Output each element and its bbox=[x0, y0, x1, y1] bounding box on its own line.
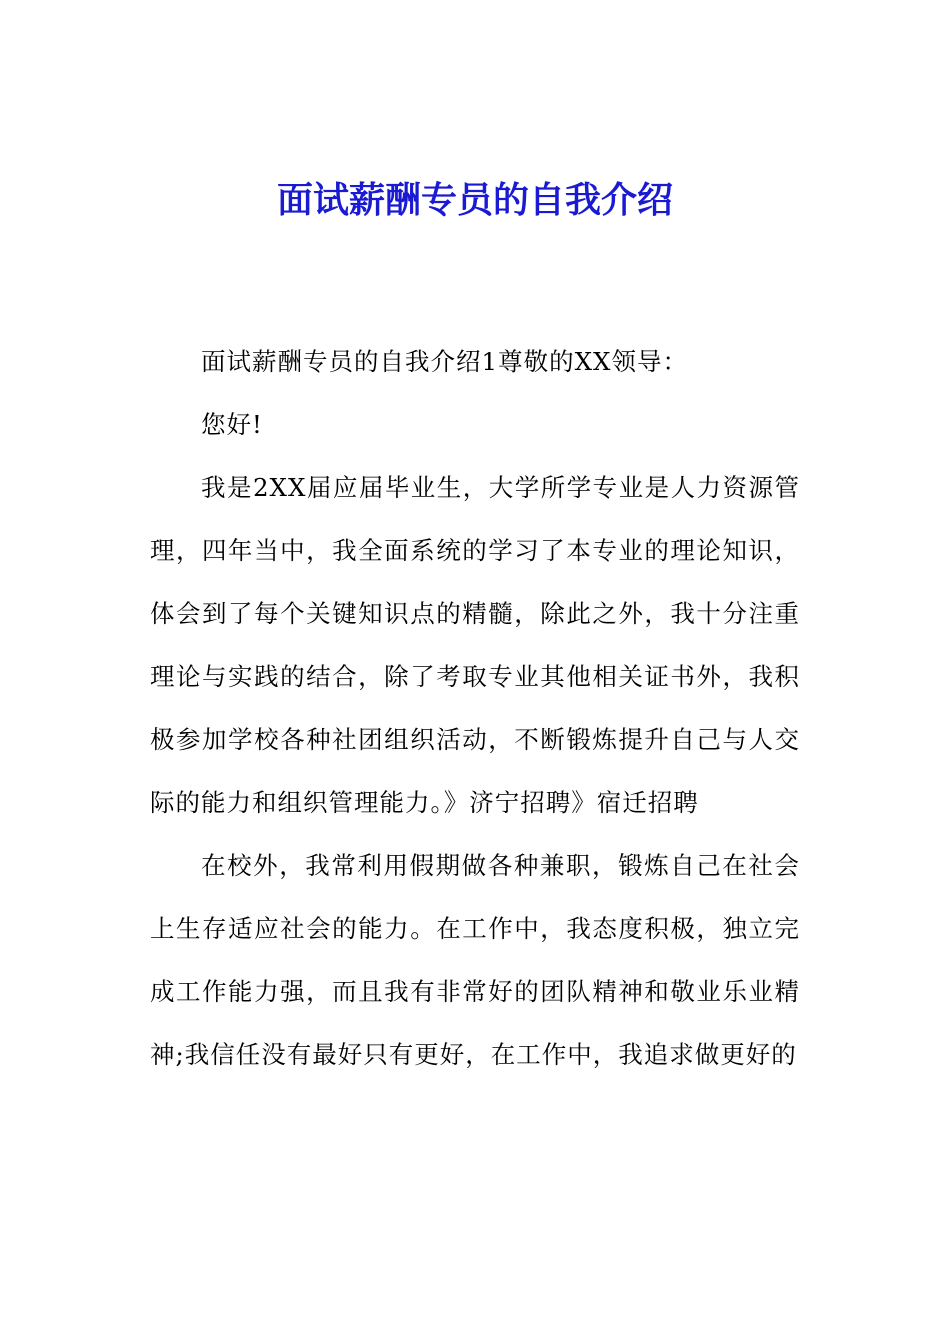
document-title: 面试薪酬专员的自我介绍 bbox=[276, 180, 673, 221]
paragraph-hello: 您好! bbox=[201, 410, 263, 439]
document-body bbox=[150, 330, 800, 1086]
paragraph-education: 我是2XX届应届毕业生，大学所学专业是人力资源管理，四年当中，我全面系统的学习了本专业的理论知识，体会到了每个关键知识点的精髓，除此之外，我十分注重理论与实践的结合，除了考取专业其他相关证书外，我积极参加学校各种社团组织活动，不断锻炼提升自己与人交际的能力和组织管理能力。》济宁招聘》宿迁招聘 bbox=[150, 473, 800, 817]
paragraph-work-attitude: 在校外，我常利用假期做各种兼职，锻炼自己在社会上生存适应社会的能力。在工作中，我态度积极，独立完成工作能力强，而且我有非常好的团队精神和敬业乐业精神;我信任没有最好只有更好，在工作中，我追求做更好的 bbox=[150, 851, 800, 1069]
paragraph-greeting: 面试薪酬专员的自我介绍1尊敬的XX领导： bbox=[201, 347, 688, 376]
